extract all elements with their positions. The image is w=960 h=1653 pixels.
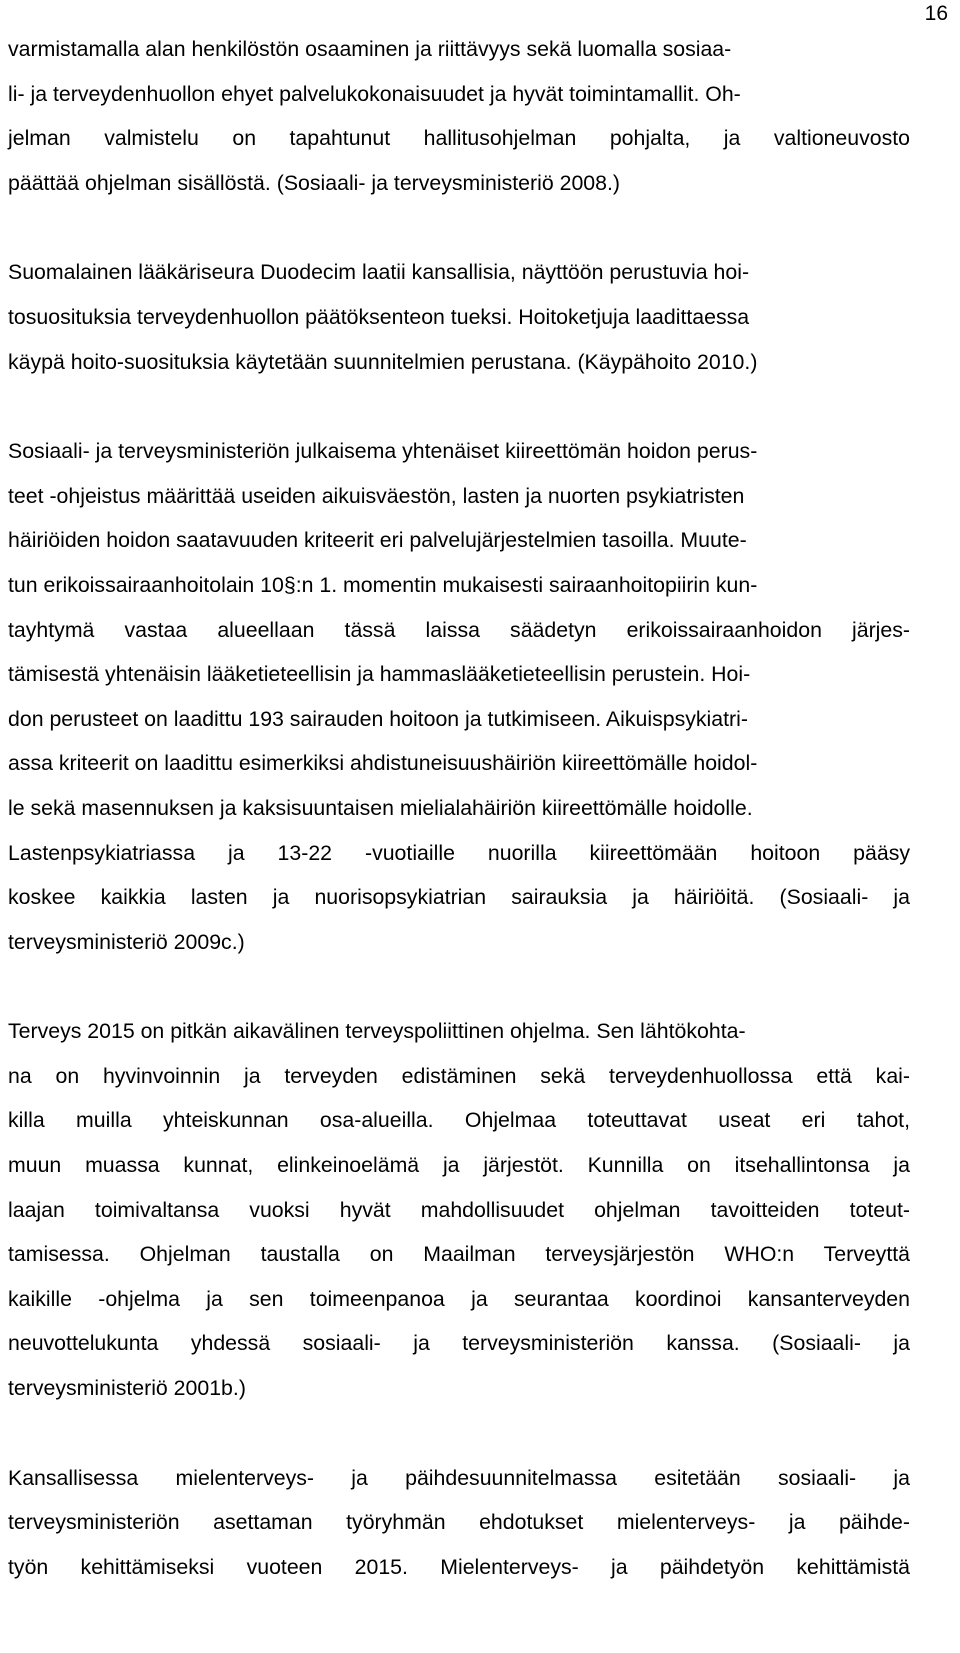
text-line: neuvottelukunta yhdessä sosiaali- ja terveysministeriön kanssa. (Sosiaali- ja [8, 1331, 910, 1356]
text-line: Kansallisessa mielenterveys- ja päihdesuunnitelmassa esitetään sosiaali- ja [8, 1465, 910, 1490]
paragraph [8, 1456, 910, 1590]
document-body [8, 27, 910, 1634]
text-line: laajan toimivaltansa vuoksi hyvät mahdollisuudet ohjelman tavoitteiden toteut- [8, 1197, 910, 1222]
text-line: varmistamalla alan henkilöstön osaaminen ja riittävyys sekä luomalla sosiaa- [8, 37, 732, 61]
text-line: terveysministeriö 2001b.) [8, 1376, 246, 1401]
paragraph [8, 27, 910, 205]
text-line: na on hyvinvoinnin ja terveyden edistäminen sekä terveydenhuollossa että kai- [8, 1063, 910, 1088]
text-line: päättää ohjelman sisällöstä. (Sosiaali- ja terveysministeriö 2008.) [8, 170, 620, 195]
paragraph [8, 250, 910, 384]
text-line: koskee kaikkia lasten ja nuorisopsykiatrian sairauksia ja häiriöitä. (Sosiaali- ja [8, 885, 910, 910]
text-line: terveysministeriön asettaman työryhmän ehdotukset mielenterveys- ja päihde- [8, 1510, 910, 1535]
text-line: jelman valmistelu on tapahtunut hallitusohjelman pohjalta, ja valtioneuvosto [8, 126, 910, 151]
text-line: Suomalainen lääkäriseura Duodecim laatii kansallisia, näyttöön perustuvia hoi- [8, 260, 750, 285]
text-line: tamisessa. Ohjelman taustalla on Maailman terveysjärjestön WHO:n Terveyttä [8, 1242, 910, 1267]
text-line: Terveys 2015 on pitkän aikavälinen terveyspoliittinen ohjelma. Sen lähtökohta- [8, 1019, 746, 1044]
text-line: Lastenpsykiatriassa ja 13-22 -vuotiaille nuorilla kiireettömään hoitoon pääsy [8, 840, 910, 865]
text-line: killa muilla yhteiskunnan osa-alueilla. Ohjelmaa toteuttavat useat eri tahot, [8, 1108, 910, 1133]
text-line: tun erikoissairaanhoitolain 10§:n 1. momentin mukaisesti sairaanhoitopiirin kun- [8, 572, 758, 597]
text-line: häiriöiden hoidon saatavuuden kriteerit eri palvelujärjestelmien tasoilla. Muute- [8, 528, 747, 553]
text-line: li- ja terveydenhuollon ehyet palvelukokonaisuudet ja hyvät toimintamallit. Oh- [8, 81, 741, 106]
text-line: tosuosituksia terveydenhuollon päätöksenteon tueksi. Hoitoketjuja laadittaessa [8, 304, 750, 329]
text-line: don perusteet on laadittu 193 sairauden hoitoon ja tutkimiseen. Aikuispsykiatri- [8, 706, 748, 731]
text-line: tämisestä yhtenäisin lääketieteellisin ja hammaslääketieteellisin perustein. Hoi- [8, 662, 751, 687]
text-line: le sekä masennuksen ja kaksisuuntaisen mielialahäiriön kiireettömälle hoidolle. [8, 795, 753, 820]
text-line: tayhtymä vastaa alueellaan tässä laissa säädetyn erikoissairaanhoidon järjes- [8, 617, 910, 642]
text-line: työn kehittämiseksi vuoteen 2015. Mielenterveys- ja päihdetyön kehittämistä [8, 1554, 910, 1579]
text-line: Sosiaali- ja terveysministeriön julkaisema yhtenäiset kiireettömän hoidon perus- [8, 439, 758, 464]
page-number: 16 [924, 2, 948, 25]
paragraph [8, 1009, 910, 1410]
paragraph [8, 429, 910, 964]
text-line: terveysministeriö 2009c.) [8, 929, 245, 954]
text-line: assa kriteerit on laadittu esimerkiksi ahdistuneisuushäiriön kiireettömälle hoidol- [8, 751, 758, 776]
text-line: muun muassa kunnat, elinkeinoelämä ja järjestöt. Kunnilla on itsehallintonsa ja [8, 1153, 910, 1178]
text-line: kaikille -ohjelma ja sen toimeenpanoa ja seurantaa koordinoi kansanterveyden [8, 1286, 910, 1311]
text-line: teet -ohjeistus määrittää useiden aikuisväestön, lasten ja nuorten psykiatristen [8, 483, 745, 508]
text-line: käypä hoito-suosituksia käytetään suunnitelmien perustana. (Käypähoito 2010.) [8, 349, 758, 374]
